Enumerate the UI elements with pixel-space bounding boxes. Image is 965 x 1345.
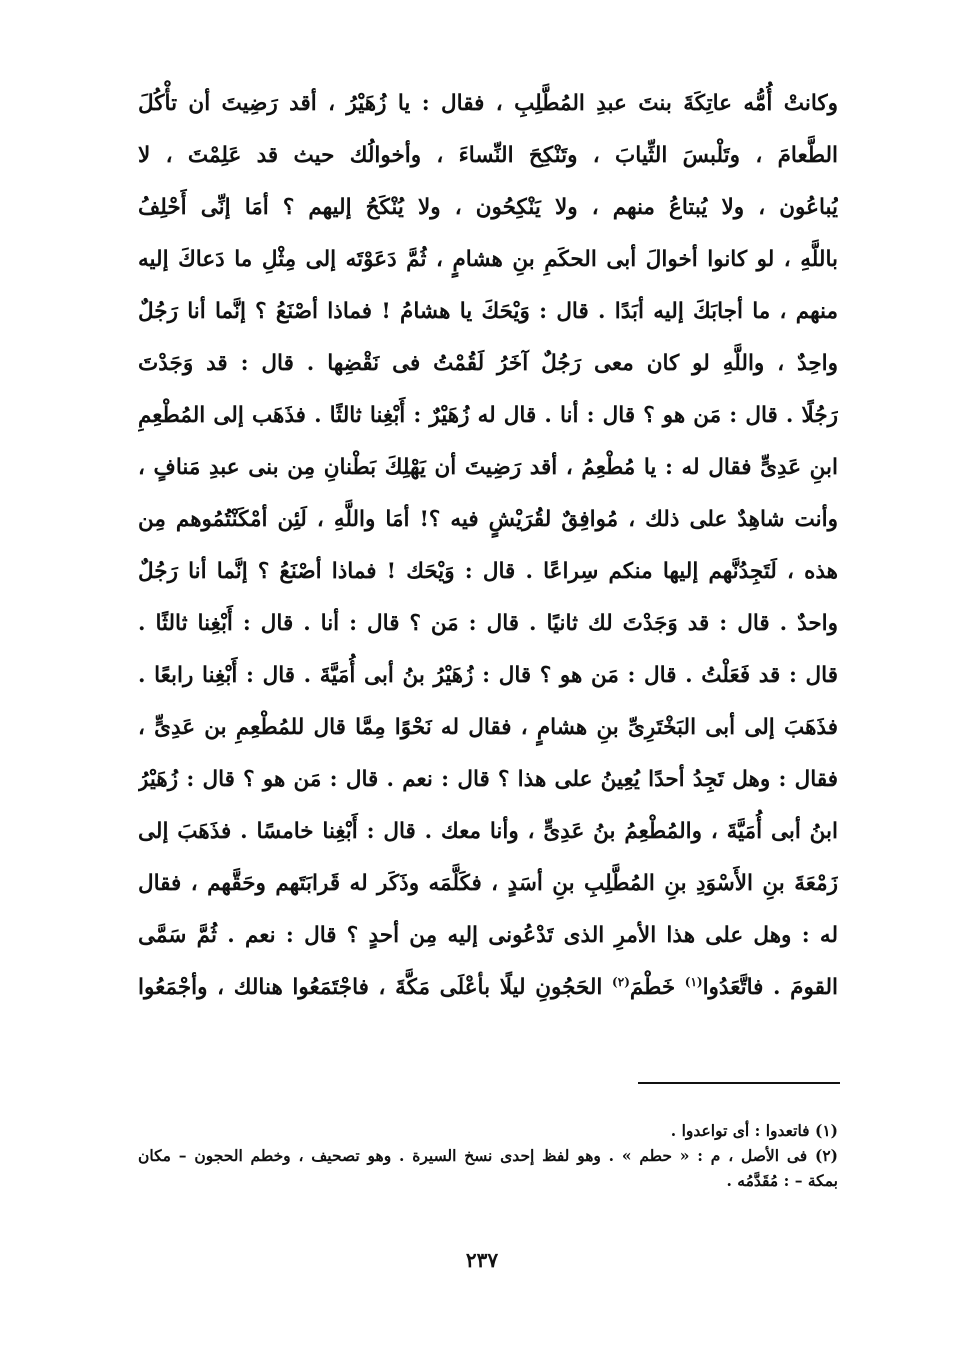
page-number: ٢٣٧ (465, 1248, 499, 1272)
text-line: الطَّعامَ ، وتَلْبسَ الثِّيابَ ، وتَنْكِحَ النِّساءَ ، وأخوالُك حيث قد عَلِمْتَ ، لا (138, 143, 838, 168)
text-line: هذه ، لَتَجِدُنَّهم إليها منكم سِراعًا . قال : وَيْحَك ! فماذا أصْنَعُ ؟ إنَّما أنا رَجُلٌ (138, 559, 838, 584)
text-line: ابنُ أبى أُمَيَّةَ ، والمُطْعِمُ بنُ عَدِىٍّ ، وأنا معك . قال : أَبْغِنا خامسًا . فذَهَبَ إلى (138, 819, 838, 844)
last-line-part-2: خَطْمَ (629, 975, 685, 1000)
text-line: له : وهل على هذا الأمرِ الذى تَدْعُونى إليه مِن أحدٍ ؟ قال : نعم . ثُمَّ سَمَّى (138, 923, 838, 948)
text-line: وكانتْ أُمُّه عاتِكَةَ بنتَ عبدِ المُطَّلِبِ ، فقال : يا زُهَيْرُ ، أقد رَضِيتَ أن تأْكُلَ (138, 91, 838, 116)
footnote-ref-1[interactable]: (١) (684, 974, 703, 989)
text-line: رَجُلًا . قال : مَن هو ؟ قال : أنا . قال له زُهَيْرٌ : أَبْغِنا ثالثًا . فذَهَب إلى المُطْعِمِ (138, 403, 838, 428)
last-line-part-1: القومَ . فاتَّعَدُوا (702, 975, 838, 1000)
footnote-1: (١) فاتعدوا : أى تواعدوا . (670, 1121, 838, 1140)
footnote-separator (638, 1082, 840, 1084)
text-line: ابنِ عَدِىٍّ فقال له : يا مُطْعِمُ ، أقد رَضِيتَ أن يَهْلِكَ بَطْنانِ مِن بنى عبدِ مَنافٍ ، (138, 455, 838, 480)
text-line: فقال : وهل تَجِدُ أحدًا يُعِينُ على هذا ؟ قال : نعم . قال : مَن هو ؟ قال : زُهَيْرُ (138, 767, 838, 792)
footnote-2-continued: بمكة – : مُقَدَّمُه . (726, 1171, 838, 1190)
text-line: منهم ، ما أجابَكَ إليه أبَدًا . قال : وَيْحَكَ يا هشامُ ! فماذا أصْنَعُ ؟ إنَّما أنا رَجُلٌ (138, 299, 838, 324)
text-line: زَمْعَةَ بنِ الأَسْوَدِ بنِ المُطَّلِبِ بنِ أسَدٍ ، فكَلَّمَه وذَكَر له قَرابَتَهم وحَقَّهم ، فقال (138, 871, 838, 896)
text-line: يُباعُون ، ولا يُبتاعُ منهم ، ولا يَنْكِحُون ، ولا يُنْكَحُ إليهم ؟ أمَا إنِّى أَحْلِفُ (138, 195, 838, 220)
footnote-2: (٢) فى الأصل ، م : « حطم » . وهو لفظ إحدى نسخ السيرة . وهو تصحيف ، وخطم الحجون – مكان (138, 1146, 838, 1165)
text-line: باللَّهِ ، لو كانوا أخوالَ أبى الحكَمِ بنِ هشامٍ ، ثُمَّ دَعَوْتَه إلى مِثْلِ ما دَعاكَ إليه (138, 247, 838, 272)
main-text-block (138, 78, 838, 1014)
text-line: واحِدٌ ، واللَّهِ لو كان معى رَجُلٌ آخَرُ لَقُمْتُ فى نَقْضِها . قال : قد وَجَدْتَ (138, 351, 838, 376)
text-line-last (138, 962, 838, 1014)
text-line: وأنت شاهِدٌ على ذلك ، مُوافِقٌ لقُرَيْشٍ فيه ؟! أمَا واللَّهِ ، لَئِن أمْكَنْتُمُوهم مِن (138, 507, 838, 532)
footnote-ref-2[interactable]: (٢) (612, 974, 630, 989)
footnotes-block (138, 1118, 838, 1193)
text-line: واحدٌ . قال : قد وَجَدْتَ لك ثانيًا . قال : مَن ؟ قال : أنا . قال : أَبْغِنا ثالثًا . (138, 611, 838, 636)
text-line: فذَهَبَ إلى أبى البَخْتَرِىِّ بنِ هشامٍ ، فقال له نَحْوًا مِمَّا قال للمُطْعِمِ بن عَدِىٍّ ، (138, 715, 838, 740)
last-line-part-3: الحَجُونِ ليلًا بأعْلَى مَكَّةَ ، فاجْتَمَعُوا هنالك ، وأجْمَعُوا (138, 975, 613, 1000)
text-line: قال : قد فَعَلْتُ . قال : مَن هو ؟ قال : زُهَيْرُ بنُ أبى أُمَيَّةَ . قال : أَبْغِنا رابعًا . (138, 663, 838, 688)
